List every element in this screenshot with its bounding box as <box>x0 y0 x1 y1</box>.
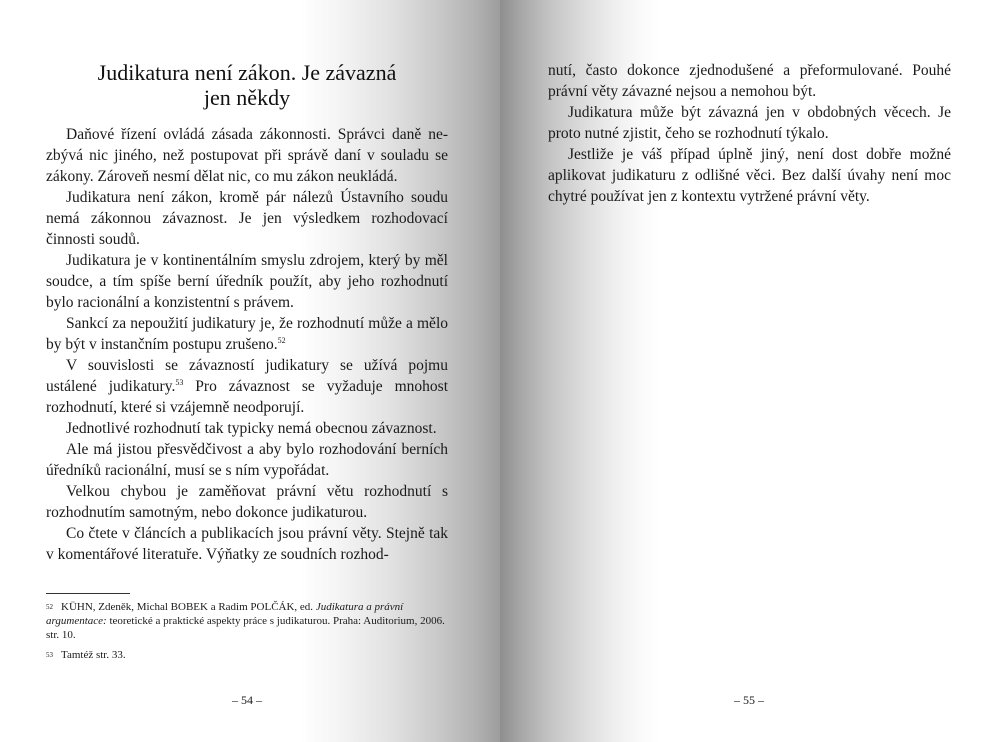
chapter-heading <box>46 60 448 110</box>
chapter-heading-line-2: jen někdy <box>203 85 291 110</box>
footnote-text: teoretické a praktické aspekty práce s judikaturou. Praha: Auditorium, 2006. str. 10. <box>46 615 445 641</box>
paragraph: Ale má jistou přesvědčivost a aby bylo rozhodování berních úředníků racionální, musí se s ním vypořádat. <box>46 441 448 479</box>
paragraph: Co čtete v článcích a publikacích jsou právní věty. Stejně tak v komentářové literatuře. Výňatky ze soudních rozhod- <box>46 525 448 563</box>
footnote-reference: 52 <box>277 335 286 345</box>
page-number: – 54 – <box>232 693 262 707</box>
left-page-body <box>46 124 448 565</box>
right-page-body <box>548 60 951 207</box>
footnote <box>46 648 448 662</box>
footnote-number: 53 <box>46 651 53 659</box>
paragraph: Judikatura není zákon, kromě pár nálezů Ústavního soudu nemá zákonnou závaznost. Je jen výsledkem rozhodovací činnosti soudů. <box>46 189 448 248</box>
paragraph: Judikatura je v kontinentálním smyslu zdrojem, který by měl soudce, a tím spíše berní úředník použít, aby jeho rozhodnutí bylo racionální a konzistentní s právem. <box>46 252 448 311</box>
footnote-number: 52 <box>46 603 53 611</box>
footnotes <box>46 600 448 668</box>
paragraph: nutí, často dokonce zjednodušené a přeformulované. Pouhé právní věty závazné nejsou a nemohou být. <box>548 62 951 100</box>
paragraph <box>46 313 448 355</box>
footnote-separator <box>46 593 130 594</box>
footnote-title: Judikatura a právní argumentace: <box>46 601 404 627</box>
paragraph: Jestliže je váš případ úplně jiný, není dost dobře možné aplikovat judikaturu z odlišné věci. Bez další úvahy není moc chytré používat jen z kontextu vytržené právní věty. <box>548 146 951 205</box>
paragraph: Velkou chybou je zaměňovat právní větu rozhodnutí s rozhodnutím samotným, nebo dokonce judikaturou. <box>46 483 448 521</box>
paragraph: Judikatura může být závazná jen v obdobných věcech. Je proto nutné zjistit, čeho se rozhodnutí týkalo. <box>548 104 951 142</box>
footnote-text: Tamtéž str. 33. <box>61 649 126 661</box>
paragraph: Jednotlivé rozhodnutí tak typicky nemá obecnou závaznost. <box>66 420 437 437</box>
footnote-text: KÜHN, Zdeněk, Michal BOBEK a Radim POLČÁK, ed. <box>61 601 316 613</box>
paragraph-text: Sankcí za nepoužití judikatury je, že rozhodnutí může a mělo by být v instančním postupu zrušeno. <box>46 315 448 353</box>
paragraph-text: Pro závaznost se vyžaduje mnohost rozhodnutí, které si vzájemně neodporují. <box>46 378 448 416</box>
chapter-heading-line-1: Judikatura není zákon. Je závazná <box>97 60 397 85</box>
footnote-reference: 53 <box>175 377 184 387</box>
page-number: – 55 – <box>734 693 764 707</box>
paragraph: Daňové řízení ovládá zásada zákonnosti. Správci daně nezbývá nic jiného, než postupovat při správě daní v souladu se zákony. Zároveň nesmí dělat nic, co mu zákon neukládá. <box>46 126 448 185</box>
paragraph-text: V souvislosti se závazností judikatury se užívá pojmu ustálené judikatury. <box>46 357 448 395</box>
paragraph <box>46 355 448 418</box>
footnote <box>46 600 448 642</box>
